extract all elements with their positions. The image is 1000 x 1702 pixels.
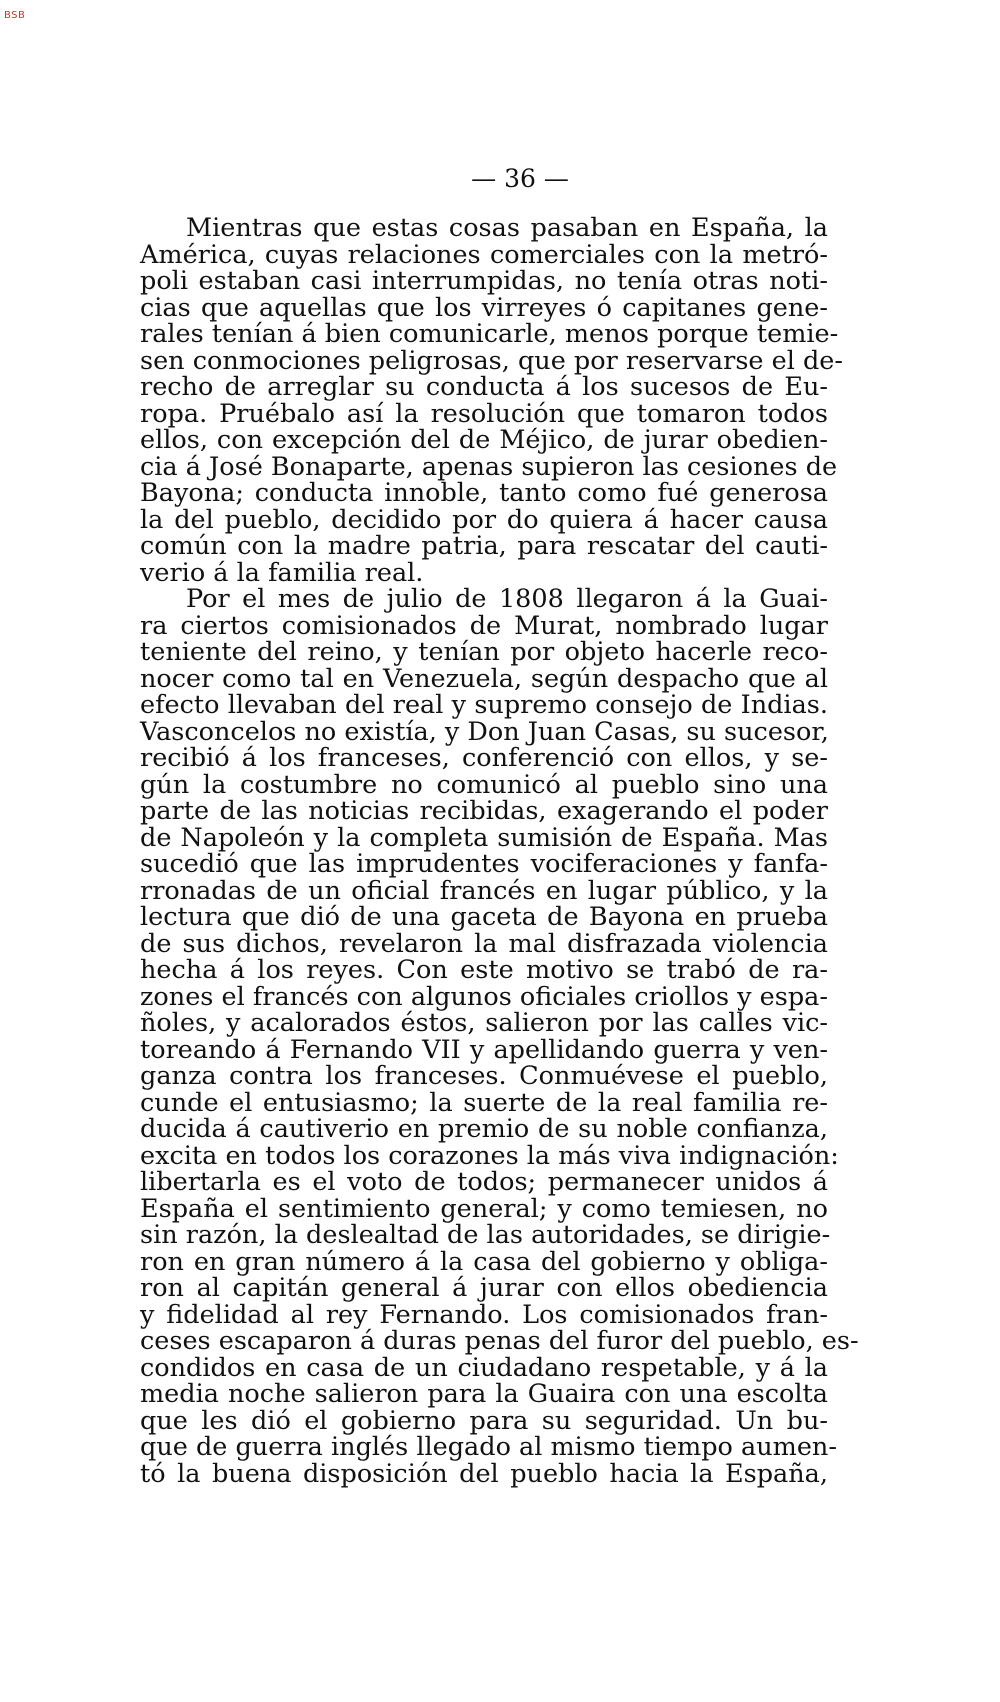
text-line: parte de las noticias recibidas, exagerando el poder [140,796,828,826]
library-watermark: BSB [4,10,26,21]
text-line: sin razón, la deslealtad de las autoridades, se dirigie- [140,1220,831,1250]
text-line: recho de arreglar su conducta á los sucesos de Eu- [140,372,828,402]
text-line: ducida á cautiverio en premio de su noble confianza, [140,1114,828,1144]
text-line: rales tenían á bien comunicarle, menos porque temie- [140,319,839,349]
text-line: ceses escaparon á duras penas del furor del pueblo, es- [140,1326,859,1356]
text-line: cias que aquellas que los virreyes ó capitanes gene- [140,292,828,323]
text-line: nocer como tal en Venezuela, según despacho que al [140,663,828,694]
text-line: ropa. Pruébalo así la resolución que tomaron todos [140,398,828,429]
text-line: toreando á Fernando VII y apellidando guerra y ven- [140,1034,828,1065]
text-line: lectura que dió de una gaceta de Bayona en prueba [140,902,828,932]
text-line: ra ciertos comisionados de Murat, nombrado lugar [140,610,828,641]
text-line: Por el mes de julio de 1808 llegaron á la Guai- [186,584,828,614]
text-line: rronadas de un oficial francés en lugar público, y la [140,875,828,906]
text-line: ron en gran número á la casa del gobierno y obliga- [140,1246,828,1277]
text-line: común con la madre patria, para rescatar del cauti- [140,531,828,561]
text-line: excita en todos los corazones la más viva indignación: [140,1140,839,1171]
text-line: y fidelidad al rey Fernando. Los comisionados fran- [140,1299,828,1330]
text-line: América, cuyas relaciones comerciales con la metró- [140,239,828,270]
text-line: zones el francés con algunos oficiales criollos y espa- [140,981,829,1012]
text-line: media noche salieron para la Guaira con una escolta [140,1379,828,1409]
text-line: hecha á los reyes. Con este motivo se trabó de ra- [140,955,828,985]
text-line: cia á José Bonaparte, apenas supieron las cesiones de [140,451,838,482]
text-line: que de guerra inglés llegado al mismo tiempo aumen- [140,1432,837,1462]
text-line: libertarla es el voto de todos; permanecer unidos á [140,1167,828,1197]
text-line: la del pueblo, decidido por do quiera á hacer causa [140,504,828,535]
text-line: verio á la familia real. [140,557,424,588]
text-line: tó la buena disposición del pueblo hacia la España, [140,1458,828,1489]
text-line: condidos en casa de un ciudadano respetable, y á la [140,1352,828,1383]
text-line: de sus dichos, revelaron la mal disfrazada violencia [140,928,828,959]
text-line: Mientras que estas cosas pasaban en España, la [186,213,828,243]
text-line: cunde el entusiasmo; la suerte de la real familia re- [140,1087,828,1118]
body-text [140,213,859,1489]
text-line: ñoles, y acalorados éstos, salieron por las calles vic- [140,1008,828,1038]
text-line: ganza contra los franceses. Conmuévese el pueblo, [140,1061,828,1091]
text-line: Bayona; conducta innoble, tanto como fué generosa [140,478,828,508]
text-line: sucedió que las imprudentes vociferaciones y fanfa- [140,849,828,879]
text-line: ron al capitán general á jurar con ellos obediencia [140,1273,828,1303]
text-line: ellos, con excepción del de Méjico, de jurar obedien- [140,425,828,455]
text-line: sen conmociones peligrosas, que por reservarse el de- [140,345,843,376]
page-number: — 36 — [471,164,569,193]
text-line: poli estaban casi interrumpidas, no tenía otras noti- [140,266,828,296]
text-line: Vasconcelos no existía, y Don Juan Casas, su sucesor, [140,716,829,747]
text-line: teniente del reino, y tenían por objeto hacerle reco- [140,637,828,667]
text-line: de Napoleón y la completa sumisión de España. Mas [140,822,828,853]
text-line: gún la costumbre no comunicó al pueblo sino una [140,769,828,800]
text-line: efecto llevaban del real y supremo consejo de Indias. [140,690,828,720]
text-line: que les dió el gobierno para su seguridad. Un bu- [140,1405,828,1436]
text-line: España el sentimiento general; y como temiesen, no [140,1193,828,1224]
text-line: recibió á los franceses, conferenció con ellos, y se- [140,743,828,773]
